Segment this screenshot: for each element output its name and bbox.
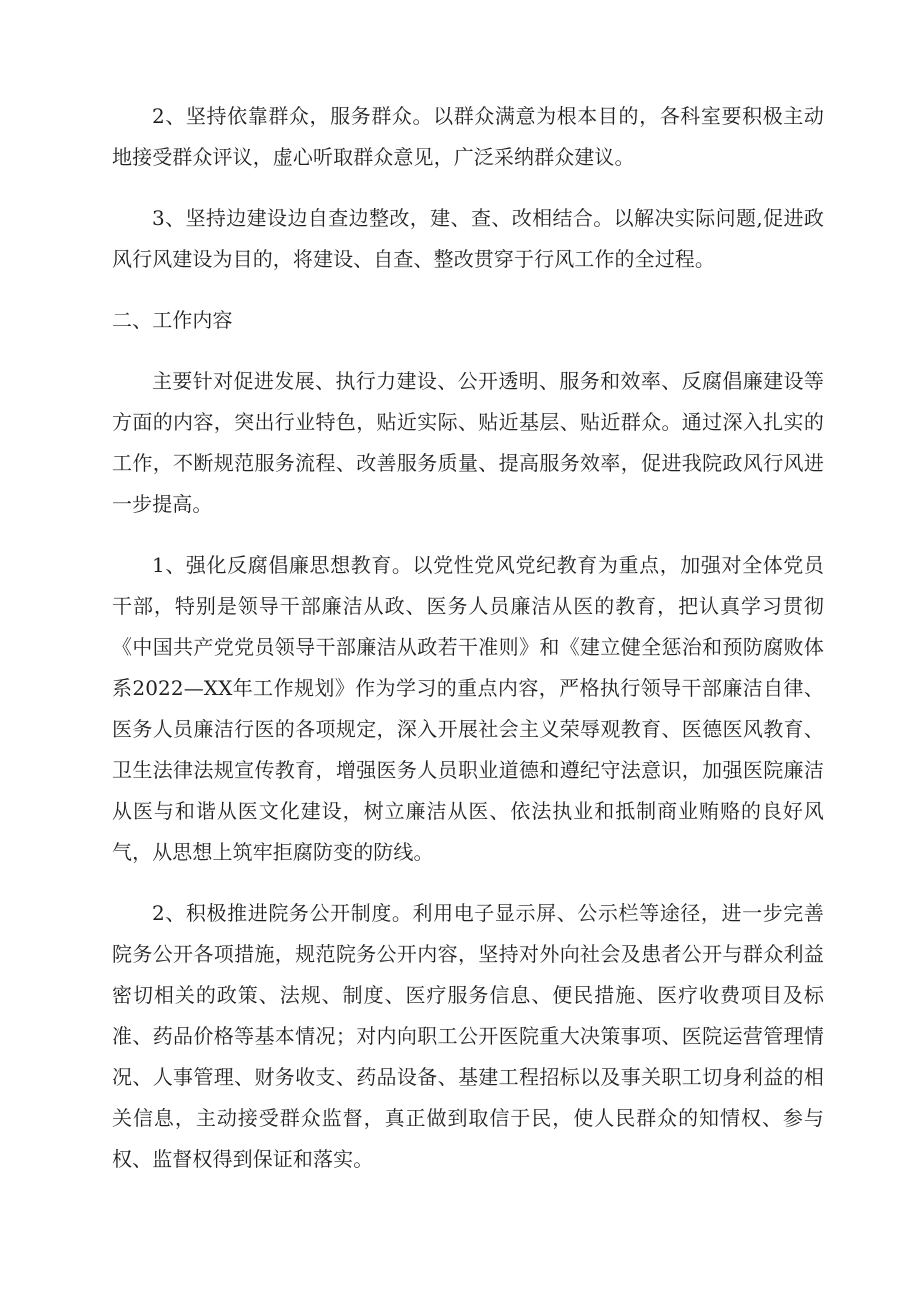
paragraph-principle-3: 3、坚持边建设边自查边整改，建、查、改相结合。以解决实际问题,促进政风行风建设为目的，将建设、自查、整改贯穿于行风工作的全过程。 [112,206,824,271]
paragraph-principle-2: 2、坚持依靠群众，服务群众。以群众满意为根本目的，各科室要积极主动地接受群众评议，虚心听取群众意见，广泛采纳群众建议。 [112,104,824,169]
paragraph-work-content-intro: 主要针对促进发展、执行力建设、公开透明、服务和效率、反腐倡廉建设等方面的内容，突出行业特色，贴近实际、贴近基层、贴近群众。通过深入扎实的工作，不断规范服务流程、改善服务质量、提高服务效率，促进我院政风行风进一步提高。 [112,369,824,516]
document-body [112,96,824,1200]
section-heading-work-content: 二、工作内容 [112,308,233,332]
paragraph-item-2-hospital-affairs-disclosure: 2、积极推进院务公开制度。利用电子显示屏、公示栏等途径，进一步完善院务公开各项措施，规范院务公开内容，坚持对外向社会及患者公开与群众利益密切相关的政策、法规、制度、医疗服务信息、便民措施、医疗收费项目及标准、药品价格等基本情况；对内向职工公开医院重大决策事项、医院运营管理情况、人事管理、财务收支、药品设备、基建工程招标以及事关职工切身利益的相关信息，主动接受群众监督，真正做到取信于民，使人民群众的知情权、参与权、监督权得到保证和落实。 [112,901,824,1171]
paragraph-item-1-anti-corruption-education: 1、强化反腐倡廉思想教育。以党性党风党纪教育为重点，加强对全体党员干部，特别是领导干部廉洁从政、医务人员廉洁从医的教育，把认真学习贯彻《中国共产党党员领导干部廉洁从政若干准则》和《建立健全惩治和预防腐败体系2022—XX年工作规划》作为学习的重点内容，严格执行领导干部廉洁自律、医务人员廉洁行医的各项规定，深入开展社会主义荣辱观教育、医德医风教育、卫生法律法规宣传教育，增强医务人员职业道德和遵纪守法意识，加强医院廉洁从医与和谐从医文化建设，树立廉洁从医、依法执业和抵制商业贿赂的良好风气，从思想上筑牢拒腐防变的防线。 [112,553,824,864]
